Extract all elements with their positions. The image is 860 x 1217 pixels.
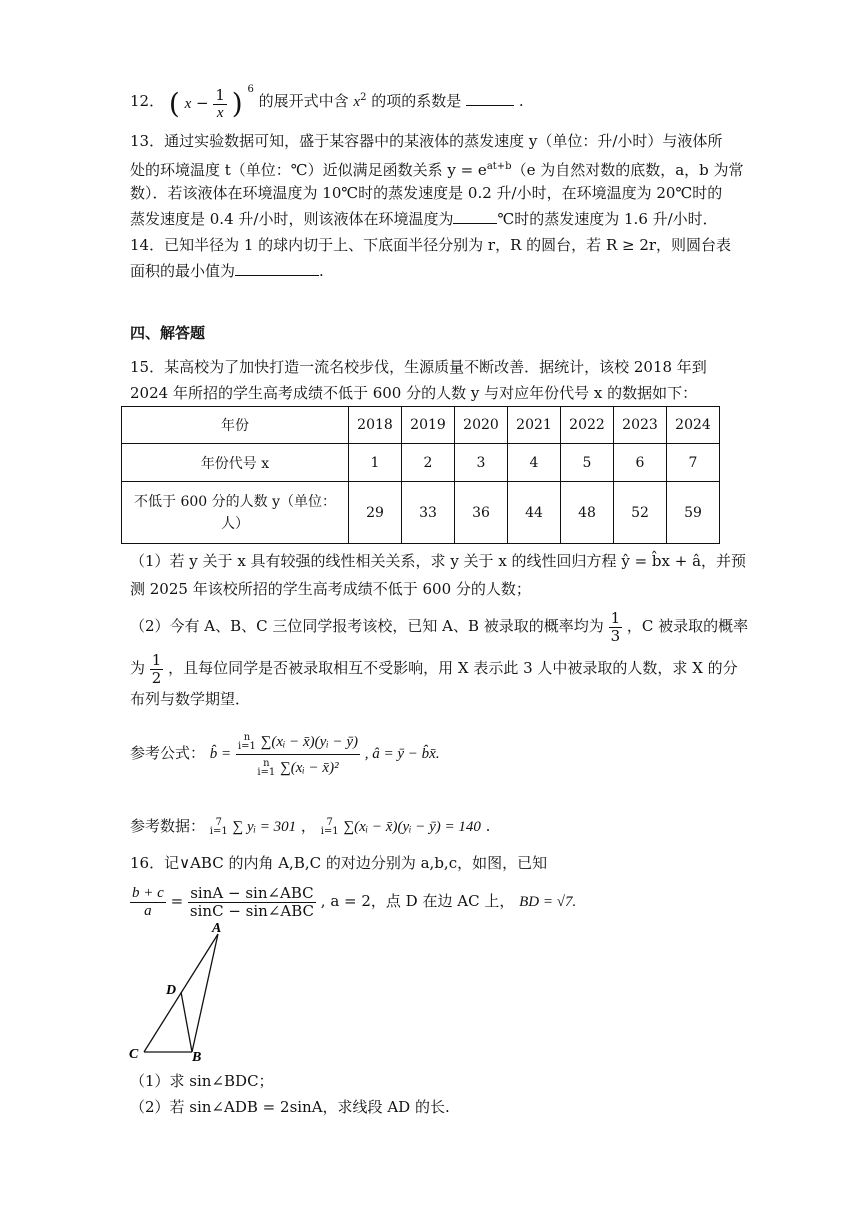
q12-text-mid: 的展开式中含 [258,92,349,110]
q15-part1-line2: 测 2025 年该校所招的学生高考成绩不低于 600 分的人数； [130,580,531,598]
year-cell: 2018 [349,407,402,444]
table-row [122,444,720,482]
table-row [122,407,720,444]
data-label: 参考数据： [130,817,206,835]
year-cell: 2019 [402,407,455,444]
fraction-one-third [609,610,623,644]
label-d: D [166,983,177,998]
sum-top: 7 [326,817,333,828]
label-c: C [129,1047,139,1062]
year-cell: 2024 [667,407,720,444]
data-sum-xy: ∑(xᵢ − x̄)(yᵢ − ȳ) = 140 [343,819,481,835]
reference-formula [130,718,440,788]
expr-minus: − [196,94,209,112]
left-paren: ( [168,87,180,120]
section-heading: 四、解答题 [130,324,206,342]
count-cell: 33 [402,482,455,544]
q13-exponent: at+b [486,161,512,172]
lhs-den: a [144,902,152,919]
eq-tail: , a = 2，点 D 在边 AC 上， [320,892,515,910]
q12-fraction [213,87,227,121]
data-sum-y: ∑ yᵢ = 301 [232,819,297,835]
q14-line2 [130,260,324,282]
formula-den: ∑(xᵢ − x̄)² [280,759,339,776]
q13-line4 [130,208,718,230]
rhs-den: sinC − sin∠ABC [189,901,314,920]
rhs-num: sinA − sin∠ABC [188,885,316,903]
formula-numerator [236,729,360,755]
q15-line2: 2024 年所招的学生高考成绩不低于 600 分的人数 y 与对应年份代号 x 的数据如下： [130,384,698,402]
expr-x: x [184,96,192,112]
sum-bottom: i=1 [257,766,276,778]
code-cell: 4 [508,444,561,482]
row-label: 年份 [122,407,349,444]
data-end: . [485,817,491,835]
q13-line2-pre: 处的环境温度 t（单位：℃）近似满足函数关系 y = e [130,161,487,179]
count-cell: 59 [667,482,720,544]
q15-part2-line2 [130,650,738,686]
code-cell: 6 [614,444,667,482]
frac-num: 1 [151,651,162,669]
q13-line1: 13．通过实验数据可知，盛于某容器中的某液体的蒸发速度 y（单位：升/小时）与液体所 [130,132,723,150]
formula-num: ∑(xᵢ − x̄)(yᵢ − ȳ) [260,733,358,750]
label-b: B [192,1050,202,1065]
x2-exp: 2 [360,92,367,103]
sum-top: n [263,757,270,769]
answer-blank[interactable] [453,209,497,224]
code-cell: 7 [667,444,720,482]
side-ba [192,934,218,1052]
q12-number: 12． [130,92,165,110]
right-paren: ) [231,87,243,120]
sum-bounds [238,733,256,751]
code-cell: 2 [402,444,455,482]
data-table [121,406,720,544]
year-cell: 2021 [508,407,561,444]
formula-bhat: b̂ = [209,746,232,762]
answer-blank[interactable] [235,261,319,276]
frac-den: x [216,104,224,121]
q16-equation [130,876,576,926]
q14-line2-pre: 面积的最小值为 [130,262,236,280]
q16-part1: （1）求 sin∠BDC； [130,1072,274,1090]
rhs-fraction [188,885,316,919]
sum-bottom: i=1 [209,826,228,837]
lhs-num: b + c [132,885,164,901]
fraction-one-half [150,652,164,686]
formula-fraction [236,729,360,780]
answer-blank[interactable] [466,91,514,106]
lhs-fraction [130,885,166,919]
count-cell: 52 [614,482,667,544]
q12-expression [169,82,254,122]
year-cell: 2022 [561,407,614,444]
sum-top: 7 [215,817,222,828]
year-cell: 2020 [455,407,508,444]
code-cell: 5 [561,444,614,482]
exponent: 6 [247,84,254,95]
q13-line3: 数）．若该液体在环境温度为 10℃时的蒸发速度是 0.2 升/小时，在环境温度为 20℃时的 [130,184,723,202]
q15-part1-line1: （1）若 y 关于 x 具有较强的线性相关关系，求 y 关于 x 的线性回归方程 ŷ = b̂x + â，并预 [130,552,747,570]
segment-bd [181,992,192,1052]
sum-bounds [321,818,339,836]
frac-num: 1 [610,609,621,627]
code-cell: 3 [455,444,508,482]
formula-ahat: , â = ȳ − b̂x̄. [364,746,440,762]
count-cell: 44 [508,482,561,544]
q13-line4-pre: 蒸发速度是 0.4 升/小时，则该液体在环境温度为 [130,210,454,228]
code-cell: 1 [349,444,402,482]
frac-den: 3 [610,626,621,645]
q14-line1: 14．已知半径为 1 的球内切于上、下底面半径分别为 r，R 的圆台，若 R ≥ 2r，则圆台表 [130,236,732,254]
table-row [122,482,720,544]
triangle-figure [126,922,246,1067]
row-label: 不低于 600 分的人数 y（单位：人） [122,482,349,544]
sum-bottom: i=1 [320,826,339,837]
q16-part2: （2）若 sin∠ADB = 2sinA，求线段 AD 的长. [130,1098,450,1116]
part2-line2-pre: 为 [130,659,146,677]
sum-bottom: i=1 [237,740,256,752]
count-cell: 29 [349,482,402,544]
q15-part2-line1 [130,608,748,644]
frac-num: 1 [215,86,225,104]
count-cell: 36 [455,482,508,544]
frac-den: 2 [151,668,162,687]
q15-part2-line3: 布列与数学期望． [130,690,251,708]
equals-sign: = [170,892,184,910]
label-a: A [212,922,222,936]
q12-period: . [518,92,524,110]
year-cell: 2023 [614,407,667,444]
q13-line4-post: ℃时的蒸发速度为 1.6 升/小时． [497,210,718,228]
part2-line1-post: ，C 被录取的概率 [626,617,749,635]
q13-line2 [130,156,744,181]
q12-text-end: 的项的系数是 [371,92,462,110]
row-label: 年份代号 x [122,444,349,482]
data-sep: ， [300,817,316,835]
q16-line1: 16．记∨ABC 的内角 A,B,C 的对边分别为 a,b,c，如图，已知 [130,854,548,872]
sum-top: n [243,731,251,743]
part2-line1-pre: （2）今有 A、B、C 三位同学报考该校，已知 A、B 被录取的概率均为 [130,617,604,635]
q15-line1: 15．某高校为了加快打造一流名校步伐，生源质量不断改善．据统计，该校 2018 年到 [130,358,707,376]
q14-period: . [319,262,324,280]
formula-denominator [236,755,360,780]
part2-line2-post: ，且每位同学是否被录取相互不受影响，用 X 表示此 3 人中被录取的人数，求 X 的分 [168,659,738,677]
count-cell: 48 [561,482,614,544]
formula-label: 参考公式： [130,744,206,762]
eq-bd: BD = √7. [519,894,577,910]
x2-base: x [353,94,361,110]
q12-line [130,80,524,121]
reference-data [130,806,490,846]
sum-bounds [257,759,275,777]
q13-line2-post: （e 为自然对数的底数，a，b 为常 [511,161,744,179]
sum-bounds [210,818,228,836]
